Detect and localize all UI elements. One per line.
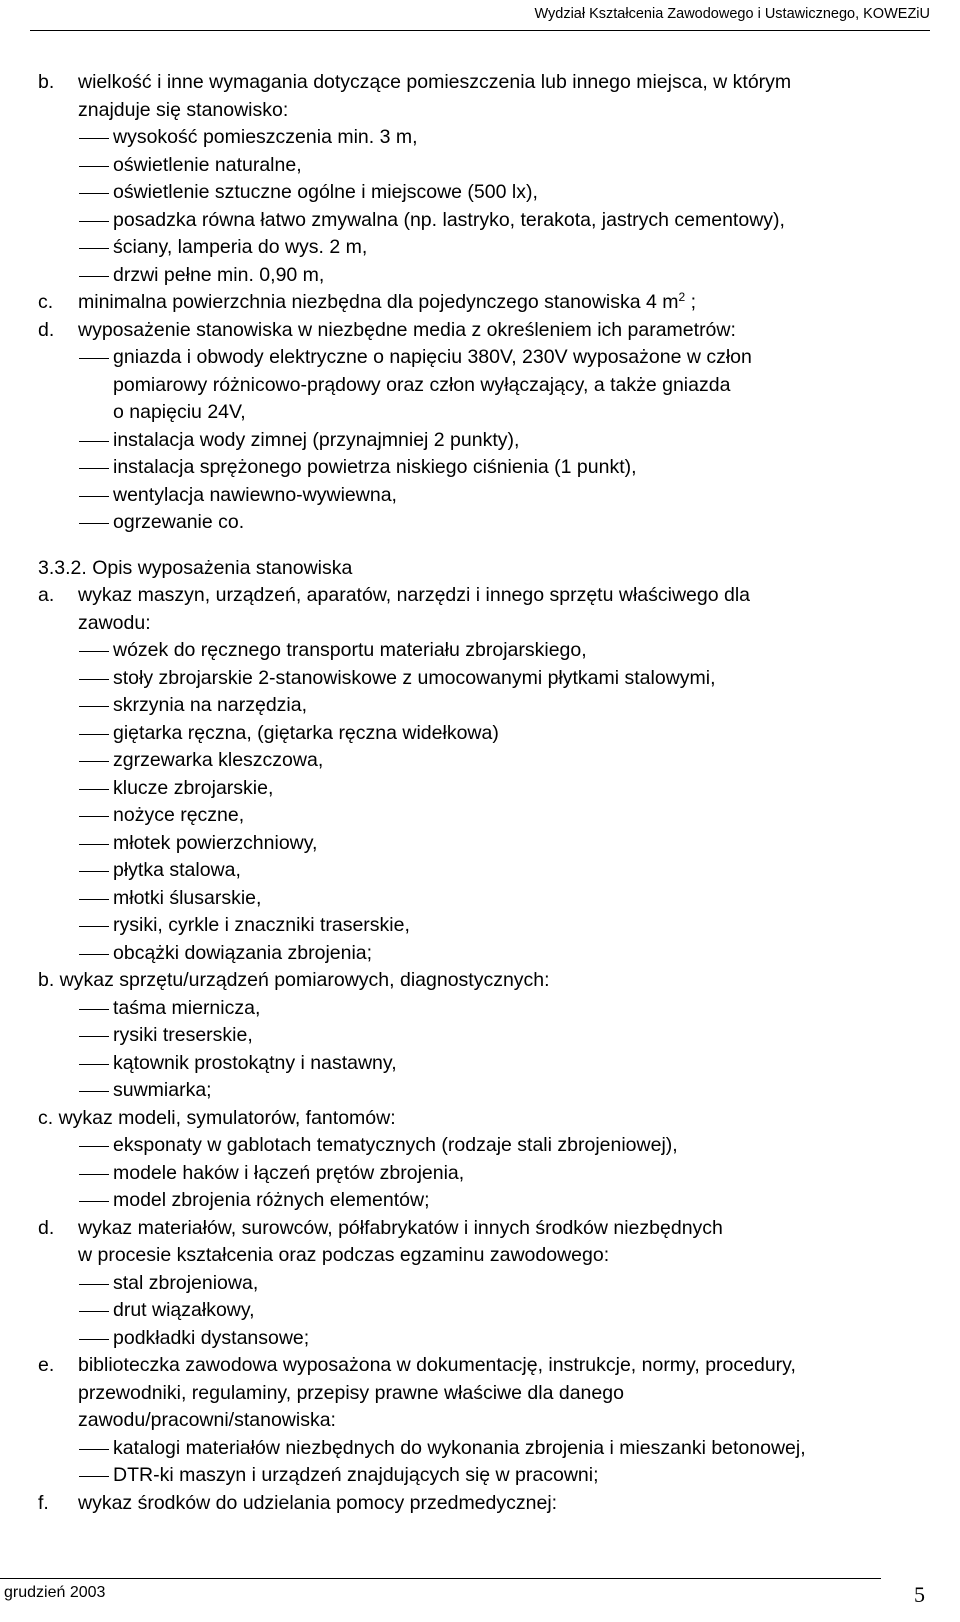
list-item-text: młotki ślusarskie,	[113, 886, 262, 909]
header-rule	[30, 30, 930, 31]
list-item	[38, 152, 938, 180]
list-item-text: rysiki, cyrkle i znaczniki traserskie,	[113, 914, 410, 936]
list-item	[38, 234, 938, 262]
section332-e-label: e.	[38, 1354, 55, 1376]
section332-e-line1	[38, 1352, 938, 1380]
dash-bullet	[79, 221, 109, 222]
list-item	[38, 1435, 938, 1463]
dash-bullet	[79, 761, 109, 762]
list-item	[38, 179, 938, 207]
dash-bullet	[79, 706, 109, 707]
section332-a-label: a.	[38, 584, 55, 606]
dash-bullet	[79, 679, 109, 680]
section-d-list	[38, 427, 938, 537]
dash-bullet	[79, 954, 109, 955]
list-item	[38, 665, 938, 693]
section332-e-line3: zawodu/pracowni/stanowiska:	[78, 1409, 336, 1431]
dash-bullet	[79, 276, 109, 277]
list-item	[38, 1187, 938, 1215]
list-item-text: modele haków i łączeń prętów zbrojenia,	[113, 1161, 465, 1184]
dash-bullet	[79, 899, 109, 900]
list-item	[38, 509, 938, 537]
page-number: 5	[914, 1582, 925, 1607]
list-item	[38, 885, 938, 913]
list-item-continuation: o napięciu 24V,	[113, 401, 246, 423]
section-c-text	[78, 289, 696, 317]
section-c-tail: ;	[685, 291, 697, 313]
section-b-line2: znajduje się stanowisko:	[78, 98, 289, 121]
list-item-text: oświetlenie naturalne,	[113, 153, 302, 176]
list-item-text: stoły zbrojarskie 2-stanowiskowe z umocowanymi płytkami stalowymi,	[113, 666, 716, 689]
list-item	[38, 427, 938, 455]
section332-a-list	[38, 637, 938, 967]
section332-d-label: d.	[38, 1216, 55, 1239]
section332-f-line	[38, 1490, 938, 1518]
dash-bullet	[79, 1284, 109, 1285]
dash-bullet	[79, 248, 109, 249]
list-item	[38, 1160, 938, 1188]
section-c-label: c.	[38, 291, 54, 313]
list-item	[38, 1325, 938, 1353]
dash-bullet	[79, 138, 109, 139]
list-item-text: drzwi pełne min. 0,90 m,	[113, 263, 325, 286]
list-item	[38, 454, 938, 482]
section332-b-list	[38, 995, 938, 1105]
section332-d-text: wykaz materiałów, surowców, półfabrykatów i innych środków niezbędnych	[78, 1216, 723, 1239]
dash-bullet	[79, 651, 109, 652]
list-item-text: wysokość pomieszczenia min. 3 m,	[113, 126, 418, 148]
section332-b-line: b. wykaz sprzętu/urządzeń pomiarowych, diagnostycznych:	[38, 969, 550, 991]
list-item-text: posadzka równa łatwo zmywalna (np. lastryko, terakota, jastrych cementowy),	[113, 208, 785, 231]
section332-f-text: wykaz środków do udzielania pomocy przedmedycznej:	[78, 1491, 558, 1514]
list-item-text: katalogi materiałów niezbędnych do wykonania zbrojenia i mieszanki betonowej,	[113, 1436, 806, 1459]
section-d-text: wyposażenie stanowiska w niezbędne media z określeniem ich parametrów:	[78, 318, 736, 341]
dash-bullet	[79, 441, 109, 442]
dash-bullet	[79, 1201, 109, 1202]
list-item-text: obcążki dowiązania zbrojenia;	[113, 941, 373, 964]
list-item	[38, 344, 938, 372]
list-item	[38, 775, 938, 803]
dash-bullet	[79, 816, 109, 817]
list-item	[38, 1077, 938, 1105]
list-item	[38, 747, 938, 775]
list-item-text: ściany, lamperia do wys. 2 m,	[113, 236, 368, 258]
list-item-text: rysiki treserskie,	[113, 1024, 253, 1046]
list-item-text: zgrzewarka kleszczowa,	[113, 749, 324, 771]
section332-f-label: f.	[38, 1491, 49, 1514]
dash-bullet	[79, 1009, 109, 1010]
list-item-text: wózek do ręcznego transportu materiału zbrojarskiego,	[113, 639, 587, 661]
dash-bullet	[79, 523, 109, 524]
list-item-text: klucze zbrojarskie,	[113, 776, 274, 799]
section-b-label: b.	[38, 71, 55, 93]
section-d-line	[38, 317, 938, 345]
list-item	[38, 1022, 938, 1050]
section-b-list	[38, 124, 938, 289]
section-c-line	[38, 289, 938, 317]
dash-bullet	[79, 1146, 109, 1147]
spacer	[38, 537, 938, 555]
list-item	[38, 1297, 938, 1325]
list-item	[38, 802, 938, 830]
section-heading-332: 3.3.2. Opis wyposażenia stanowiska	[38, 556, 353, 579]
dash-bullet	[79, 1064, 109, 1065]
dash-bullet	[79, 1311, 109, 1312]
dash-bullet	[79, 1476, 109, 1477]
list-item-text: model zbrojenia różnych elementów;	[113, 1189, 430, 1211]
dash-bullet	[79, 468, 109, 469]
list-item-text: instalacja wody zimnej (przynajmniej 2 punkty),	[113, 428, 520, 451]
section-b-line1	[38, 69, 938, 97]
section332-a-text: wykaz maszyn, urządzeń, aparatów, narzędzi i innego sprzętu właściwego dla	[78, 584, 751, 606]
list-item	[38, 124, 938, 152]
list-item	[38, 830, 938, 858]
dash-bullet	[79, 166, 109, 167]
dash-bullet	[79, 734, 109, 735]
list-item-continuation: pomiarowy różnicowo-prądowy oraz człon wyłączający, a także gniazda	[113, 373, 731, 396]
dash-bullet	[79, 871, 109, 872]
dash-bullet	[79, 926, 109, 927]
section332-e-line2: przewodniki, regulaminy, przepisy prawne właściwe dla danego	[78, 1381, 624, 1404]
section332-d-list	[38, 1270, 938, 1353]
list-item-text: giętarka ręczna, (giętarka ręczna widełkowa)	[113, 721, 499, 744]
dash-bullet	[79, 844, 109, 845]
footer-rule	[0, 1578, 881, 1579]
list-item-text: stal zbrojeniowa,	[113, 1271, 259, 1294]
list-item-text: skrzynia na narzędzia,	[113, 694, 308, 716]
section332-d-line1	[38, 1215, 938, 1243]
list-item	[38, 1132, 938, 1160]
list-item-text: młotek powierzchniowy,	[113, 831, 318, 854]
section-c-main: minimalna powierzchnia niezbędna dla pojedynczego stanowiska 4 m	[78, 291, 679, 313]
list-item-text: podkładki dystansowe;	[113, 1326, 310, 1349]
section332-a-line1	[38, 582, 938, 610]
list-item	[38, 995, 938, 1023]
dash-bullet	[79, 1339, 109, 1340]
list-item-text: DTR-ki maszyn i urządzeń znajdujących się w pracowni;	[113, 1464, 599, 1486]
list-item	[38, 637, 938, 665]
dash-bullet	[79, 789, 109, 790]
dash-bullet	[79, 1449, 109, 1450]
list-item-text: instalacja sprężonego powietrza niskiego ciśnienia (1 punkt),	[113, 456, 637, 478]
list-item	[38, 1462, 938, 1490]
section332-c-line: c. wykaz modeli, symulatorów, fantomów:	[38, 1106, 396, 1129]
footer-date: grudzień 2003	[4, 1584, 106, 1601]
list-item-text: płytka stalowa,	[113, 859, 241, 881]
list-item-text: oświetlenie sztuczne ogólne i miejscowe (500 lx),	[113, 181, 538, 203]
document-body	[38, 69, 938, 1517]
list-item	[38, 912, 938, 940]
list-item-text: nożyce ręczne,	[113, 804, 245, 826]
section332-c-list	[38, 1132, 938, 1215]
running-header: Wydział Kształcenia Zawodowego i Ustawicznego, KOWEZiU	[534, 6, 930, 22]
list-item-text: ogrzewanie co.	[113, 511, 245, 533]
list-item-text: kątownik prostokątny i nastawny,	[113, 1051, 397, 1074]
list-item	[38, 940, 938, 968]
list-item-text: drut wiązałkowy,	[113, 1299, 255, 1321]
section-b-text: wielkość i inne wymagania dotyczące pomieszczenia lub innego miejsca, w którym	[78, 71, 792, 93]
dash-bullet	[79, 1174, 109, 1175]
section332-a-line2: zawodu:	[78, 611, 151, 634]
list-item	[38, 262, 938, 290]
section-c-superscript: 2	[678, 290, 686, 304]
section-d-label: d.	[38, 318, 55, 341]
list-item	[38, 720, 938, 748]
section332-e-list	[38, 1435, 938, 1490]
list-item	[38, 1050, 938, 1078]
list-item	[38, 1270, 938, 1298]
dash-bullet	[79, 1036, 109, 1037]
list-item-text: wentylacja nawiewno-wywiewna,	[113, 483, 397, 506]
section332-e-text: biblioteczka zawodowa wyposażona w dokumentację, instrukcje, normy, procedury,	[78, 1354, 796, 1376]
list-item-text: taśma miernicza,	[113, 996, 261, 1019]
list-item	[38, 482, 938, 510]
list-item	[38, 857, 938, 885]
list-item-text: suwmiarka;	[113, 1079, 212, 1101]
list-item-text: eksponaty w gablotach tematycznych (rodzaje stali zbrojeniowej),	[113, 1134, 678, 1156]
dash-bullet	[79, 1091, 109, 1092]
section332-d-line2: w procesie kształcenia oraz podczas egzaminu zawodowego:	[78, 1244, 610, 1266]
dash-bullet	[79, 358, 109, 359]
list-item	[38, 207, 938, 235]
dash-bullet	[79, 193, 109, 194]
dash-bullet	[79, 496, 109, 497]
list-item-text: gniazda i obwody elektryczne o napięciu 380V, 230V wyposażone w człon	[113, 346, 752, 368]
list-item	[38, 692, 938, 720]
